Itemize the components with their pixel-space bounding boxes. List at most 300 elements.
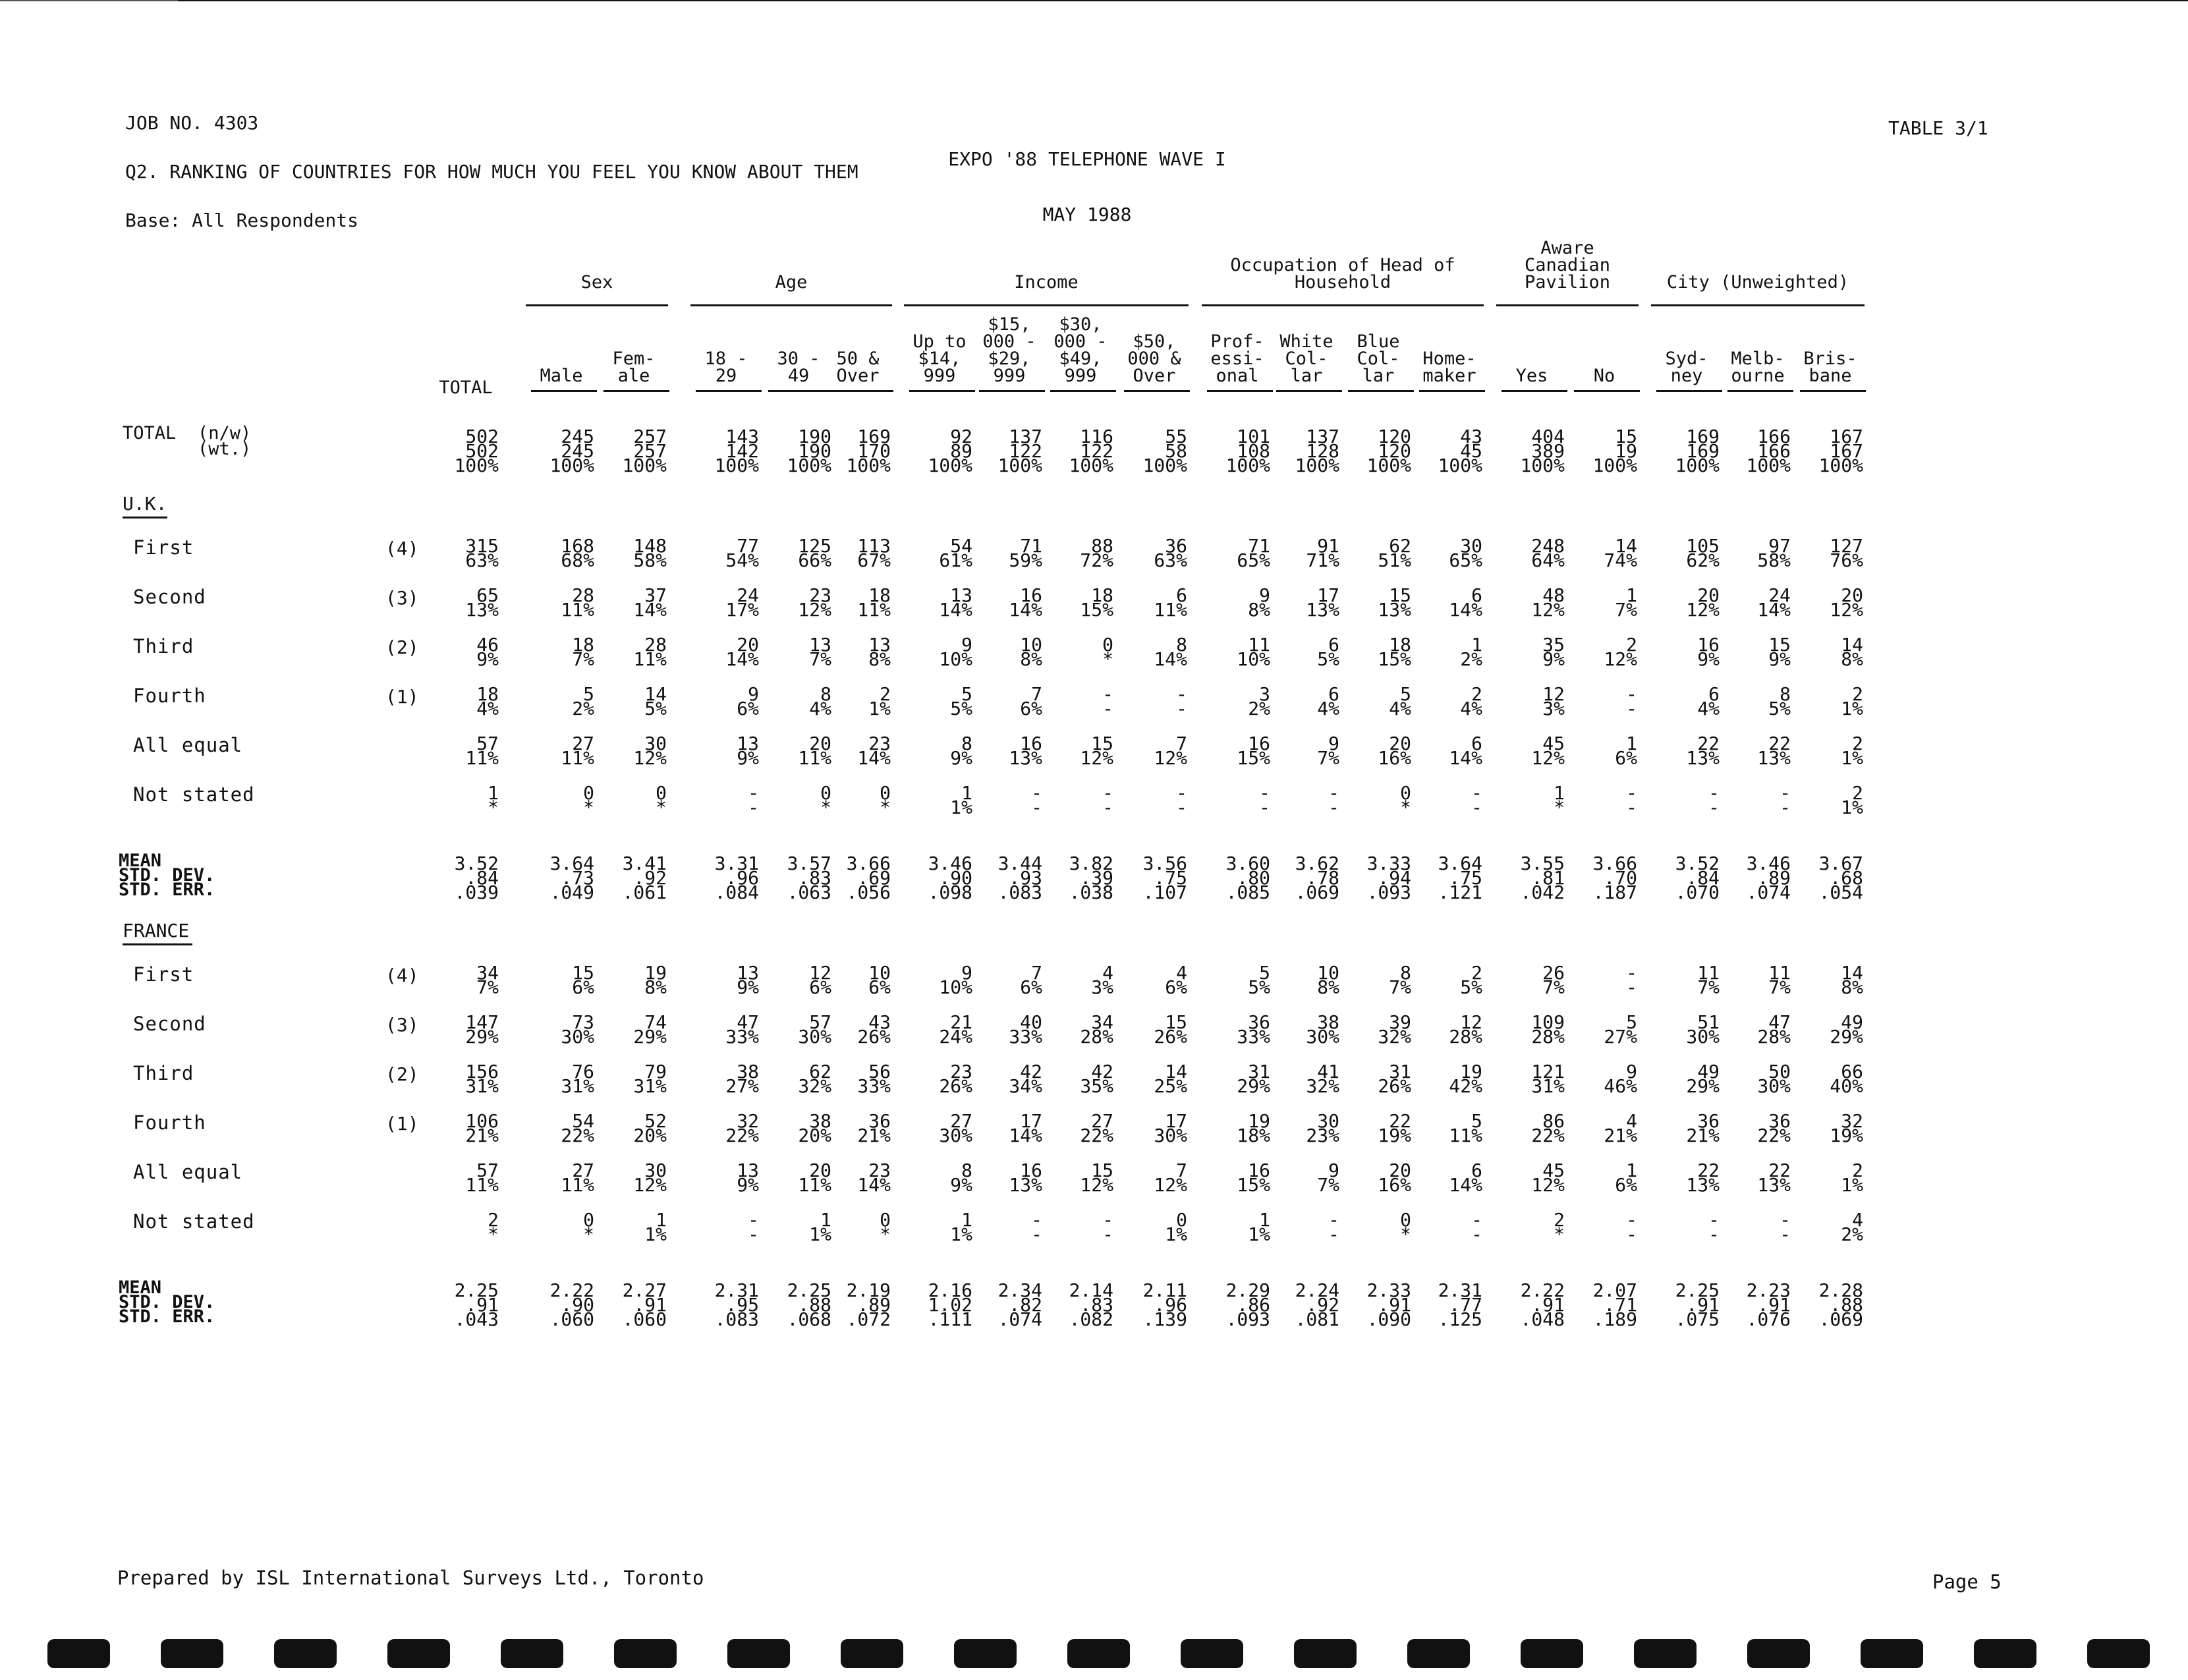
table-cell: 30 12%	[633, 733, 667, 769]
table-cell: 50 30%	[1757, 1061, 1791, 1097]
table-cell: 11 7%	[1768, 962, 1791, 998]
table-cell: 2 *	[1554, 1209, 1565, 1245]
table-cell: 36 21%	[857, 1110, 891, 1146]
column-header-rule	[531, 390, 597, 392]
tractor-feed-holes	[0, 1639, 2188, 1671]
table-cell: 9 46%	[1604, 1061, 1637, 1097]
table-cell: 11 10%	[1237, 634, 1270, 670]
table-cell: 18 15%	[1378, 634, 1411, 670]
table-cell: 13 14%	[939, 584, 972, 621]
column-header-rule	[1124, 390, 1190, 392]
row-label: All equal	[133, 1161, 243, 1183]
table-cell: 2 4%	[1460, 683, 1482, 719]
table-cell: 1 *	[1554, 782, 1565, 818]
table-cell: - -	[1471, 782, 1482, 818]
table-cell: 22 19%	[1378, 1110, 1411, 1146]
table-cell: 1 6%	[1615, 1160, 1637, 1196]
table-cell: 4 3%	[1091, 962, 1113, 998]
feed-hole	[1294, 1639, 1357, 1668]
table-cell: 15 26%	[1154, 1011, 1187, 1048]
table-cell: 13 9%	[737, 1160, 759, 1196]
section-title: U.K.	[123, 493, 167, 515]
column-header-rule	[696, 390, 762, 392]
table-cell: 5 11%	[1449, 1110, 1482, 1146]
table-cell: 2 1%	[1841, 733, 1863, 769]
column-header-rule	[1207, 390, 1273, 392]
stats-cell: 3.64 .73 .049	[549, 853, 594, 903]
table-cell: 1 *	[488, 782, 499, 818]
table-cell: 49 29%	[1686, 1061, 1720, 1097]
stats-cell: 3.62 .78 .069	[1295, 853, 1339, 903]
table-cell: 5 5%	[1248, 962, 1270, 998]
total-cell: 15 19 100%	[1592, 426, 1637, 476]
row-code: (2)	[385, 1063, 419, 1085]
table-cell: 9 10%	[939, 962, 972, 998]
table-cell: 1 7%	[1615, 584, 1637, 621]
column-header-rule	[1348, 390, 1414, 392]
table-cell: 15 6%	[572, 962, 594, 998]
table-cell: - -	[1626, 1209, 1637, 1245]
column-header: TOTAL	[439, 378, 493, 398]
table-cell: 26 7%	[1542, 962, 1565, 998]
table-cell: 23 14%	[857, 1160, 891, 1196]
table-cell: 62 32%	[798, 1061, 831, 1097]
row-label: Third	[133, 1062, 194, 1084]
table-cell: 13 9%	[737, 962, 759, 998]
table-cell: 16 15%	[1237, 1160, 1270, 1196]
stats-cell: 2.07 .71 .189	[1592, 1279, 1637, 1330]
table-cell: 30 65%	[1449, 535, 1482, 571]
table-cell: 31 26%	[1378, 1061, 1411, 1097]
table-cell: 48 12%	[1531, 584, 1565, 621]
feed-hole	[1521, 1639, 1583, 1668]
table-cell: 45 12%	[1531, 733, 1565, 769]
table-cell: 9 6%	[737, 683, 759, 719]
table-cell: 36 33%	[1237, 1011, 1270, 1048]
column-header-rule	[909, 390, 975, 392]
stats-cell: 3.46 .89 .074	[1746, 853, 1791, 903]
column-header: 30 - 49	[777, 349, 820, 386]
table-cell: 1 1%	[950, 782, 972, 818]
table-cell: - -	[1176, 683, 1187, 719]
table-cell: 18 4%	[476, 683, 499, 719]
table-cell: 79 31%	[633, 1061, 667, 1097]
row-label: Not stated	[133, 783, 255, 806]
stats-cell: 2.24 .92 .081	[1295, 1279, 1339, 1330]
stats-cell: 2.11 .96 .139	[1142, 1279, 1187, 1330]
table-cell: 27 30%	[939, 1110, 972, 1146]
total-cell: 137 122 100%	[997, 426, 1042, 476]
table-cell: 0 1%	[1165, 1209, 1187, 1245]
stats-cell: 3.66 .69 .056	[846, 853, 891, 903]
table-cell: 27 11%	[561, 733, 594, 769]
base-note: Base: All Respondents	[125, 210, 359, 231]
table-cell: 127 76%	[1830, 535, 1863, 571]
table-cell: 34 28%	[1080, 1011, 1113, 1048]
table-cell: 4 6%	[1165, 962, 1187, 998]
table-cell: 22 13%	[1686, 1160, 1720, 1196]
total-cell: 101 108 100%	[1225, 426, 1270, 476]
column-header: Up to $14, 999	[912, 331, 967, 386]
table-cell: 30 23%	[1306, 1110, 1339, 1146]
survey-title-block	[936, 113, 1239, 242]
table-cell: 27 11%	[561, 1160, 594, 1196]
table-cell: 125 66%	[798, 535, 831, 571]
table-cell: 7 6%	[1020, 683, 1042, 719]
table-cell: 77 54%	[725, 535, 759, 571]
table-cell: 10 8%	[1317, 962, 1339, 998]
stats-label: MEAN STD. DEV. STD. ERR.	[119, 1277, 215, 1327]
table-cell: - -	[1626, 683, 1637, 719]
row-label: Third	[133, 635, 194, 658]
group-header-rule	[1202, 304, 1484, 306]
stats-cell: 3.46 .90 .098	[928, 853, 972, 903]
table-cell: 24 17%	[725, 584, 759, 621]
group-header-rule	[1651, 304, 1865, 306]
column-header-rule	[1501, 390, 1567, 392]
table-cell: - -	[1626, 962, 1637, 998]
total-cell: 190 190 100%	[787, 426, 831, 476]
table-cell: 38 27%	[725, 1061, 759, 1097]
section-title-rule	[123, 517, 167, 518]
group-header: Age	[775, 272, 808, 293]
table-cell: 6 11%	[1154, 584, 1187, 621]
table-cell: 23 12%	[798, 584, 831, 621]
total-row-sublabel: (n/w) (wt.)	[198, 423, 252, 459]
table-cell: 23 14%	[857, 733, 891, 769]
table-cell: 88 72%	[1080, 535, 1113, 571]
total-cell: 43 45 100%	[1438, 426, 1482, 476]
table-cell: 6 5%	[1317, 634, 1339, 670]
table-cell: 37 14%	[633, 584, 667, 621]
table-cell: 16 14%	[1009, 584, 1042, 621]
column-header-rule	[979, 390, 1045, 392]
table-cell: 5 27%	[1604, 1011, 1637, 1048]
column-header-rule	[1656, 390, 1722, 392]
table-cell: 5 4%	[1389, 683, 1411, 719]
stats-cell: 3.33 .94 .093	[1366, 853, 1411, 903]
table-cell: 16 13%	[1009, 733, 1042, 769]
row-code: (3)	[385, 1014, 419, 1036]
column-header-rule	[1574, 390, 1640, 392]
stats-cell: 2.22 .91 .048	[1520, 1279, 1565, 1330]
table-cell: 73 30%	[561, 1011, 594, 1048]
table-cell: 7 12%	[1154, 733, 1187, 769]
table-cell: 24 14%	[1757, 584, 1791, 621]
table-cell: 0 *	[1400, 1209, 1411, 1245]
stats-cell: 3.41 .92 .061	[622, 853, 667, 903]
table-cell: 20 12%	[1830, 584, 1863, 621]
column-header: Home- maker	[1422, 349, 1476, 386]
stats-cell: 3.60 .80 .085	[1225, 853, 1270, 903]
stats-cell: 2.27 .91 .060	[622, 1279, 667, 1330]
row-code: (4)	[385, 965, 419, 986]
feed-hole	[1747, 1639, 1810, 1668]
table-cell: 147 29%	[465, 1011, 499, 1048]
table-cell: 74 29%	[633, 1011, 667, 1048]
table-cell: 18 7%	[572, 634, 594, 670]
table-cell: 5 5%	[950, 683, 972, 719]
table-cell: 36 21%	[1686, 1110, 1720, 1146]
table-cell: 4 21%	[1604, 1110, 1637, 1146]
table-cell: 6 4%	[1317, 683, 1339, 719]
table-cell: 35 9%	[1542, 634, 1565, 670]
table-cell: 20 16%	[1378, 733, 1411, 769]
table-cell: 148 58%	[633, 535, 667, 571]
table-cell: 2 5%	[1460, 962, 1482, 998]
table-cell: 76 31%	[561, 1061, 594, 1097]
table-cell: 315 63%	[465, 535, 499, 571]
group-header-rule	[690, 304, 892, 306]
stats-cell: 3.52 .84 .039	[454, 853, 499, 903]
table-cell: 42 35%	[1080, 1061, 1113, 1097]
table-cell: 20 11%	[798, 733, 831, 769]
table-cell: 168 68%	[561, 535, 594, 571]
table-cell: 6 14%	[1449, 584, 1482, 621]
total-cell: 92 89 100%	[928, 426, 972, 476]
stats-cell: 2.19 .89 .072	[846, 1279, 891, 1330]
table-cell: 1 2%	[1460, 634, 1482, 670]
table-cell: 105 62%	[1686, 535, 1720, 571]
row-label: Second	[133, 586, 206, 608]
group-header: Sex	[580, 272, 613, 293]
table-cell: - -	[748, 782, 759, 818]
row-code: (3)	[385, 587, 419, 609]
stats-cell: 3.67 .68 .054	[1818, 853, 1863, 903]
row-label: First	[133, 536, 194, 559]
table-cell: 45 12%	[1531, 1160, 1565, 1196]
table-cell: 41 32%	[1306, 1061, 1339, 1097]
table-cell: 8 9%	[950, 733, 972, 769]
stats-cell: 2.25 .91 .043	[454, 1279, 499, 1330]
group-header-rule	[526, 304, 668, 306]
table-cell: 0 *	[583, 782, 594, 818]
table-cell: - -	[1102, 782, 1113, 818]
table-cell: 47 33%	[725, 1011, 759, 1048]
stats-cell: 3.82 .39 .038	[1069, 853, 1113, 903]
column-header-rule	[1800, 390, 1866, 392]
table-cell: 14 8%	[1841, 634, 1863, 670]
total-cell: 169 169 100%	[1675, 426, 1720, 476]
total-cell: 55 58 100%	[1142, 426, 1187, 476]
column-header-rule	[1419, 390, 1485, 392]
table-cell: - -	[1780, 1209, 1791, 1245]
column-header-rule	[603, 390, 669, 392]
row-label: Fourth	[133, 1111, 206, 1134]
table-cell: 106 21%	[465, 1110, 499, 1146]
row-label: First	[133, 963, 194, 986]
table-cell: 6 14%	[1449, 733, 1482, 769]
total-cell: 116 122 100%	[1069, 426, 1113, 476]
row-code: (4)	[385, 538, 419, 559]
stats-cell: 3.64 .75 .121	[1438, 853, 1482, 903]
table-cell: 19 8%	[644, 962, 667, 998]
section-title: FRANCE	[123, 920, 190, 941]
page-number: Page 5	[1932, 1571, 2002, 1593]
table-cell: 9 10%	[939, 634, 972, 670]
stats-cell: 2.25 .88 .068	[787, 1279, 831, 1330]
table-cell: 54 61%	[939, 535, 972, 571]
row-label: Fourth	[133, 685, 206, 707]
survey-title: EXPO '88 TELEPHONE WAVE I	[948, 148, 1226, 170]
table-cell: 14 74%	[1604, 535, 1637, 571]
row-code: (1)	[385, 686, 419, 708]
feed-hole	[841, 1639, 903, 1668]
table-cell: 7 12%	[1154, 1160, 1187, 1196]
stats-cell: 2.31 .95 .083	[714, 1279, 759, 1330]
row-label: Not stated	[133, 1210, 255, 1233]
table-cell: - -	[1471, 1209, 1482, 1245]
table-cell: 65 13%	[465, 584, 499, 621]
table-cell: - -	[1102, 683, 1113, 719]
table-cell: - -	[1259, 782, 1270, 818]
table-cell: 42 34%	[1009, 1061, 1042, 1097]
table-cell: 9 8%	[1248, 584, 1270, 621]
stats-cell: 2.25 .91 .075	[1675, 1279, 1720, 1330]
stats-cell: 2.28 .88 .069	[1818, 1279, 1863, 1330]
survey-date: MAY 1988	[1042, 204, 1132, 225]
feed-hole	[501, 1639, 563, 1668]
table-cell: 17 30%	[1154, 1110, 1187, 1146]
table-cell: - -	[1031, 1209, 1042, 1245]
table-cell: 38 30%	[1306, 1011, 1339, 1048]
total-row-label: TOTAL	[123, 423, 177, 443]
column-header: Male	[540, 366, 583, 386]
table-cell: 34 7%	[476, 962, 499, 998]
page-top-tick	[0, 0, 178, 1]
question-title: Q2. RANKING OF COUNTRIES FOR HOW MUCH YOU FEEL YOU KNOW ABOUT THEM	[125, 161, 858, 182]
row-label: Second	[133, 1013, 206, 1035]
table-cell: 57 11%	[465, 733, 499, 769]
table-cell: 46 9%	[476, 634, 499, 670]
table-cell: 43 26%	[857, 1011, 891, 1048]
feed-hole	[614, 1639, 677, 1668]
table-cell: 2 *	[488, 1209, 499, 1245]
feed-hole	[727, 1639, 790, 1668]
feed-hole	[1974, 1639, 2036, 1668]
row-code: (2)	[385, 636, 419, 658]
table-cell: - -	[748, 1209, 759, 1245]
table-cell: 66 40%	[1830, 1061, 1863, 1097]
column-header: White Col- lar	[1279, 331, 1333, 386]
column-header: Blue Col- lar	[1357, 331, 1400, 386]
table-cell: 22 13%	[1757, 1160, 1791, 1196]
table-cell: 23 26%	[939, 1061, 972, 1097]
group-header-rule	[1496, 304, 1639, 306]
table-cell: 7 6%	[1020, 962, 1042, 998]
table-cell: 32 19%	[1830, 1110, 1863, 1146]
table-cell: 97 58%	[1757, 535, 1791, 571]
table-cell: 2 12%	[1604, 634, 1637, 670]
table-cell: 13 7%	[809, 634, 831, 670]
table-cell: 248 64%	[1531, 535, 1565, 571]
table-cell: 1 1%	[1248, 1209, 1270, 1245]
column-header: Syd- ney	[1665, 349, 1708, 386]
table-cell: 57 11%	[465, 1160, 499, 1196]
group-header: City (Unweighted)	[1666, 272, 1849, 293]
table-cell: 36 22%	[1757, 1110, 1791, 1146]
table-cell: 22 13%	[1686, 733, 1720, 769]
column-header-rule	[828, 390, 893, 392]
column-header: Fem- ale	[612, 349, 656, 386]
table-cell: 2 1%	[868, 683, 891, 719]
stats-cell: 3.57 .83 .063	[787, 853, 831, 903]
table-cell: 40 33%	[1009, 1011, 1042, 1048]
table-cell: 15 12%	[1080, 1160, 1113, 1196]
table-cell: - -	[1176, 782, 1187, 818]
total-cell: 137 128 100%	[1295, 426, 1339, 476]
table-cell: 15 13%	[1378, 584, 1411, 621]
feed-hole	[2087, 1639, 2150, 1668]
stats-cell: 3.52 .84 .070	[1675, 853, 1720, 903]
table-cell: 47 28%	[1757, 1011, 1791, 1048]
table-cell: 5 2%	[572, 683, 594, 719]
group-header: Aware Canadian Pavilion	[1524, 238, 1611, 293]
feed-hole	[47, 1639, 110, 1668]
table-cell: 10 6%	[868, 962, 891, 998]
stats-cell: 2.33 .91 .090	[1366, 1279, 1411, 1330]
table-cell: 56 33%	[857, 1061, 891, 1097]
table-cell: 14 8%	[1841, 962, 1863, 998]
table-cell: 13 9%	[737, 733, 759, 769]
table-cell: 0 *	[583, 1209, 594, 1245]
table-cell: 156 31%	[465, 1061, 499, 1097]
column-header: 18 - 29	[704, 349, 748, 386]
total-cell: 245 245 100%	[549, 426, 594, 476]
stats-cell: 2.31 .77 .125	[1438, 1279, 1482, 1330]
table-cell: 10 8%	[1020, 634, 1042, 670]
table-cell: 0 *	[1102, 634, 1113, 670]
table-cell: 113 67%	[857, 535, 891, 571]
table-cell: 18 15%	[1080, 584, 1113, 621]
feed-hole	[1181, 1639, 1243, 1668]
stats-cell: 3.44 .93 .083	[997, 853, 1042, 903]
table-cell: 27 22%	[1080, 1110, 1113, 1146]
stats-cell: 3.55 .81 .042	[1520, 853, 1565, 903]
table-cell: 19 42%	[1449, 1061, 1482, 1097]
row-code: (1)	[385, 1113, 419, 1134]
column-header-rule	[1276, 390, 1342, 392]
table-cell: 71 59%	[1009, 535, 1042, 571]
table-cell: 0 *	[880, 1209, 891, 1245]
feed-hole	[387, 1639, 450, 1668]
stats-cell: 2.34 .82 .074	[997, 1279, 1042, 1330]
column-header: $30, 000 - $49, 999	[1053, 314, 1108, 386]
total-cell: 167 167 100%	[1818, 426, 1863, 476]
table-cell: - -	[1328, 782, 1339, 818]
table-cell: 0 *	[1400, 782, 1411, 818]
feed-hole	[274, 1639, 337, 1668]
group-header: Income	[1014, 272, 1079, 293]
table-cell: 6 4%	[1697, 683, 1720, 719]
feed-hole	[1634, 1639, 1697, 1668]
table-cell: - -	[1626, 782, 1637, 818]
table-cell: 91 71%	[1306, 535, 1339, 571]
table-cell: 9 7%	[1317, 733, 1339, 769]
total-cell: 404 389 100%	[1520, 426, 1565, 476]
table-cell: 17 13%	[1306, 584, 1339, 621]
feed-hole	[1067, 1639, 1130, 1668]
table-cell: 3 2%	[1248, 683, 1270, 719]
section-title-rule	[123, 943, 192, 945]
table-cell: 21 24%	[939, 1011, 972, 1048]
table-cell: 36 63%	[1154, 535, 1187, 571]
table-cell: 28 11%	[633, 634, 667, 670]
column-header-rule	[1050, 390, 1116, 392]
stats-cell: 2.22 .90 .060	[549, 1279, 594, 1330]
table-cell: 8 5%	[1768, 683, 1791, 719]
table-cell: 16 15%	[1237, 733, 1270, 769]
